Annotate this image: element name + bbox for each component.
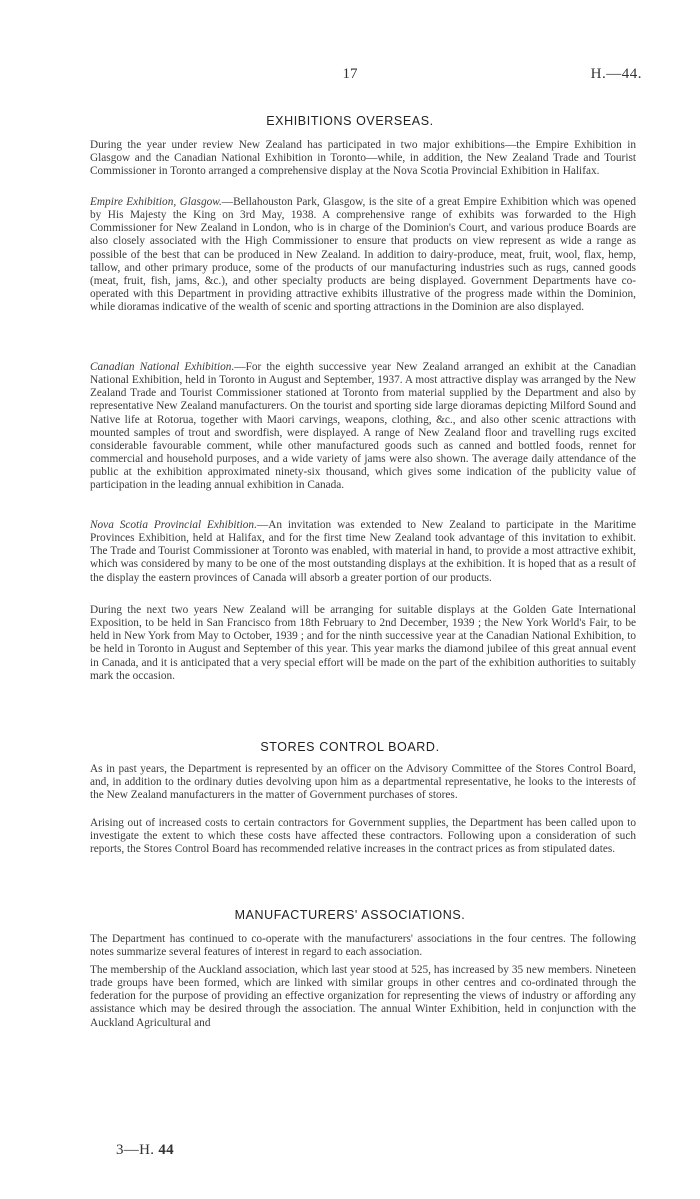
signature-prefix: 3—H.	[116, 1142, 155, 1158]
section-title-manufacturers-associations: MANUFACTURERS' ASSOCIATIONS.	[234, 908, 466, 922]
stores-paragraph-2: Arising out of increased costs to certain contractors for Government supplies, the Department has been called upon to investigate the extent to which these costs have affected these contractors. Following upon a consideration of such reports, the Stores Control Board has recommended relative increases in the contract prices as from stipulated dates.	[90, 817, 636, 856]
paragraph-body-empire-exhibition: —Bellahouston Park, Glasgow, is the site of a great Empire Exhibition which was opened by His Majesty the King on 3rd May, 1938. A comprehensive range of exhibits was forwarded to the High Commissioner for New Zealand in London, who is in charge of the Dominion's Court, and various produce Boards are also closely associated with the High Commissioner to ensure that products on view represent as wide a range as possible of the best that can be produced in New Zealand. In addition to dairy-produce, meat, fruit, wool, flax, hemp, tallow, and other primary produce, some of the products of our manufacturing industries such as rugs, canned goods (meat, fruit, fish, jams, &c.), and other specialty products are being displayed. Government Departments have co-operated with this Department in providing attractive exhibits illustrative of the progress made within the Dominion, while dioramas indicative of the wealth of scenic and sporting attractions in the Dominion are also displayed.	[90, 196, 636, 314]
page-number: 17	[342, 66, 358, 82]
exhibitions-paragraph-4	[90, 519, 636, 585]
section-title-exhibitions: EXHIBITIONS OVERSEAS.	[266, 114, 434, 128]
paragraph-heading-empire-exhibition: Empire Exhibition, Glasgow.	[90, 196, 222, 208]
exhibitions-paragraph-3	[90, 361, 636, 493]
exhibitions-paragraph-5: During the next two years New Zealand will be arranging for suitable displays at the Golden Gate International Exposition, to be held in San Francisco from 18th February to 2nd December, 1939 ; the New York World's Fair, to be held in New York from May to October, 1939 ; and for the ninth successive year at the Canadian National Exhibition, to be held in Toronto in August and September of this year. This year marks the diamond jubilee of this great annual event in Canada, and it is anticipated that a very special effort will be made on the part of the exhibition authorities to suitably mark the occasion.	[90, 604, 636, 682]
stores-paragraph-1: As in past years, the Department is represented by an officer on the Advisory Committee of the Stores Control Board, and, in addition to the ordinary duties devolving upon him as a departmental representative, he looks to the interests of the New Zealand manufacturers in the matter of Government purchases of stores.	[90, 763, 636, 802]
page-signature	[116, 1142, 174, 1159]
paragraph-body-nova-scotia-exhibition: —An invitation was extended to New Zealand to participate in the Maritime Provinces Exhibition, held at Halifax, and for the first time New Zealand took advantage of this invitation to exhibit. The Trade and Tourist Commissioner at Toronto was enabled, with material in hand, to provide a most attractive exhibit, which was considered by many to be one of the most outstanding displays at the exhibition. It is hoped that as a result of the display the eastern provinces of Canada will absorb a greater portion of our products.	[90, 519, 636, 584]
exhibitions-paragraph-1: During the year under review New Zealand has participated in two major exhibitions—the Empire Exhibition in Glasgow and the Canadian National Exhibition in Toronto—while, in addition, the New Zealand Trade and Tourist Commissioner in Toronto arranged a comprehensive display at the Nova Scotia Provincial Exhibition in Halifax.	[90, 139, 636, 178]
exhibitions-paragraph-2	[90, 196, 636, 314]
paragraph-heading-canadian-exhibition: Canadian National Exhibition.	[90, 361, 235, 373]
paragraph-heading-nova-scotia-exhibition: Nova Scotia Provincial Exhibition.	[90, 519, 257, 531]
document-reference: H.—44.	[590, 66, 642, 82]
section-title-stores-control-board: STORES CONTROL BOARD.	[260, 740, 440, 754]
paragraph-body-canadian-exhibition: —For the eighth successive year New Zealand arranged an exhibit at the Canadian National Exhibition, held in Toronto in August and September, 1937. A most attractive display was arranged by the New Zealand Trade and Tourist Commissioner stationed at Toronto from material supplied by the Department and also by representative New Zealand manufacturers. On the tourist and sporting side large dioramas depicting Milford Sound and Native life at Rotorua, together with Maori carvings, weapons, clothing, &c., and also other scenic attractions with mounted samples of trout and swordfish, were displayed. A range of New Zealand floor and travelling rugs excited considerable favourable comment, while other manufactured goods such as canned and bottled foods, rennet for commercial and household purposes, and a wide variety of jams were also shown. The average daily attendance of the public at the exhibition approximated ninety-six thousand, which gives some indication of the publicity value of participation in the leading annual exhibition in Canada.	[90, 361, 636, 492]
manufacturers-paragraph-2: The membership of the Auckland association, which last year stood at 525, has increased by 35 new members. Nineteen trade groups have been formed, which are linked with similar groups in other centres and co-ordinated through the federation for the purpose of providing an effective organization for representing the views of industry or affording any assistance which may be desired through the association. The annual Winter Exhibition, held in conjunction with the Auckland Agricultural and	[90, 964, 636, 1029]
manufacturers-paragraph-1: The Department has continued to co-operate with the manufacturers' associations in the four centres. The following notes summarize several features of interest in regard to each association.	[90, 933, 636, 959]
signature-number: 44	[158, 1142, 174, 1158]
